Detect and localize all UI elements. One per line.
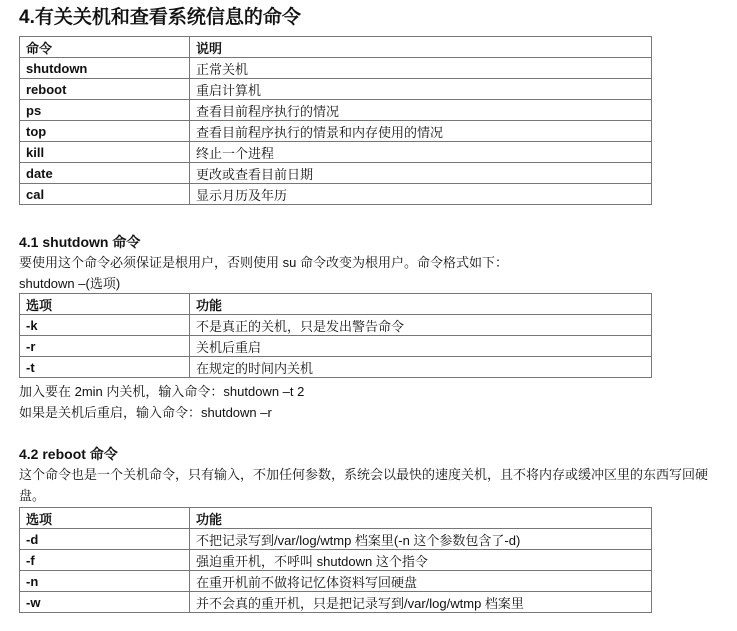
shutdown-syntax: shutdown –(选项) (19, 276, 121, 291)
shutdown-options-table (19, 293, 652, 378)
table-row (20, 100, 652, 121)
section-heading-shutdown: 4.1 shutdown 命令 (19, 234, 141, 250)
table-row (20, 357, 652, 378)
cell-description: 重启计算机 (190, 79, 652, 100)
cell-description: 显示月历及年历 (190, 184, 652, 205)
cell-description: 功能 (190, 294, 652, 315)
cell-option: -d (20, 529, 190, 550)
cell-option: -k (20, 315, 190, 336)
cell-option: cal (20, 184, 190, 205)
table-row (20, 550, 652, 571)
cell-option: -n (20, 571, 190, 592)
cell-description: 强迫重开机，不呼叫 shutdown 这个指令 (190, 550, 652, 571)
table-row (20, 315, 652, 336)
cell-description: 不把记录写到/var/log/wtmp 档案里(-n 这个参数包含了-d) (190, 529, 652, 550)
cell-option: 选项 (20, 508, 190, 529)
cell-description: 查看目前程序执行的情况 (190, 100, 652, 121)
table-header-row (20, 37, 652, 58)
cell-option: reboot (20, 79, 190, 100)
reboot-intro: 这个命令也是一个关机命令，只有输入，不加任何参数，系统会以最快的速度关机，且不将内存或缓冲区里的东西写回硬盘。 (19, 467, 709, 503)
table-row (20, 121, 652, 142)
shutdown-note-2: 如果是关机后重启，输入命令：shutdown –r (19, 405, 272, 420)
cell-option: top (20, 121, 190, 142)
table-header-row (20, 508, 652, 529)
cell-description: 关机后重启 (190, 336, 652, 357)
table-row (20, 58, 652, 79)
section-heading-reboot: 4.2 reboot 命令 (19, 446, 118, 462)
shutdown-note-1: 加入要在 2min 内关机，输入命令：shutdown –t 2 (19, 384, 305, 399)
cell-description: 不是真正的关机，只是发出警告命令 (190, 315, 652, 336)
cell-option: 命令 (20, 37, 190, 58)
table-row (20, 142, 652, 163)
table-row (20, 592, 652, 613)
cell-option: shutdown (20, 58, 190, 79)
shutdown-intro: 要使用这个命令必须保证是根用户，否则使用 su 命令改变为根用户。命令格式如下： (19, 255, 508, 270)
page-title: 4.有关关机和查看系统信息的命令 (19, 7, 301, 28)
cell-description: 正常关机 (190, 58, 652, 79)
cell-description: 说明 (190, 37, 652, 58)
table-row (20, 184, 652, 205)
cell-description: 终止一个进程 (190, 142, 652, 163)
reboot-options-table (19, 507, 652, 613)
commands-table (19, 36, 652, 205)
cell-description: 在重开机前不做将记忆体资料写回硬盘 (190, 571, 652, 592)
table-row (20, 529, 652, 550)
cell-description: 查看目前程序执行的情景和内存使用的情况 (190, 121, 652, 142)
cell-description: 更改或查看目前日期 (190, 163, 652, 184)
table-row (20, 163, 652, 184)
table-row (20, 336, 652, 357)
cell-option: ps (20, 100, 190, 121)
cell-option: -r (20, 336, 190, 357)
cell-option: 选项 (20, 294, 190, 315)
cell-option: -w (20, 592, 190, 613)
cell-description: 功能 (190, 508, 652, 529)
cell-description: 在规定的时间内关机 (190, 357, 652, 378)
table-row (20, 571, 652, 592)
table-header-row (20, 294, 652, 315)
table-row (20, 79, 652, 100)
cell-option: -f (20, 550, 190, 571)
cell-option: -t (20, 357, 190, 378)
cell-option: date (20, 163, 190, 184)
cell-description: 并不会真的重开机，只是把记录写到/var/log/wtmp 档案里 (190, 592, 652, 613)
cell-option: kill (20, 142, 190, 163)
